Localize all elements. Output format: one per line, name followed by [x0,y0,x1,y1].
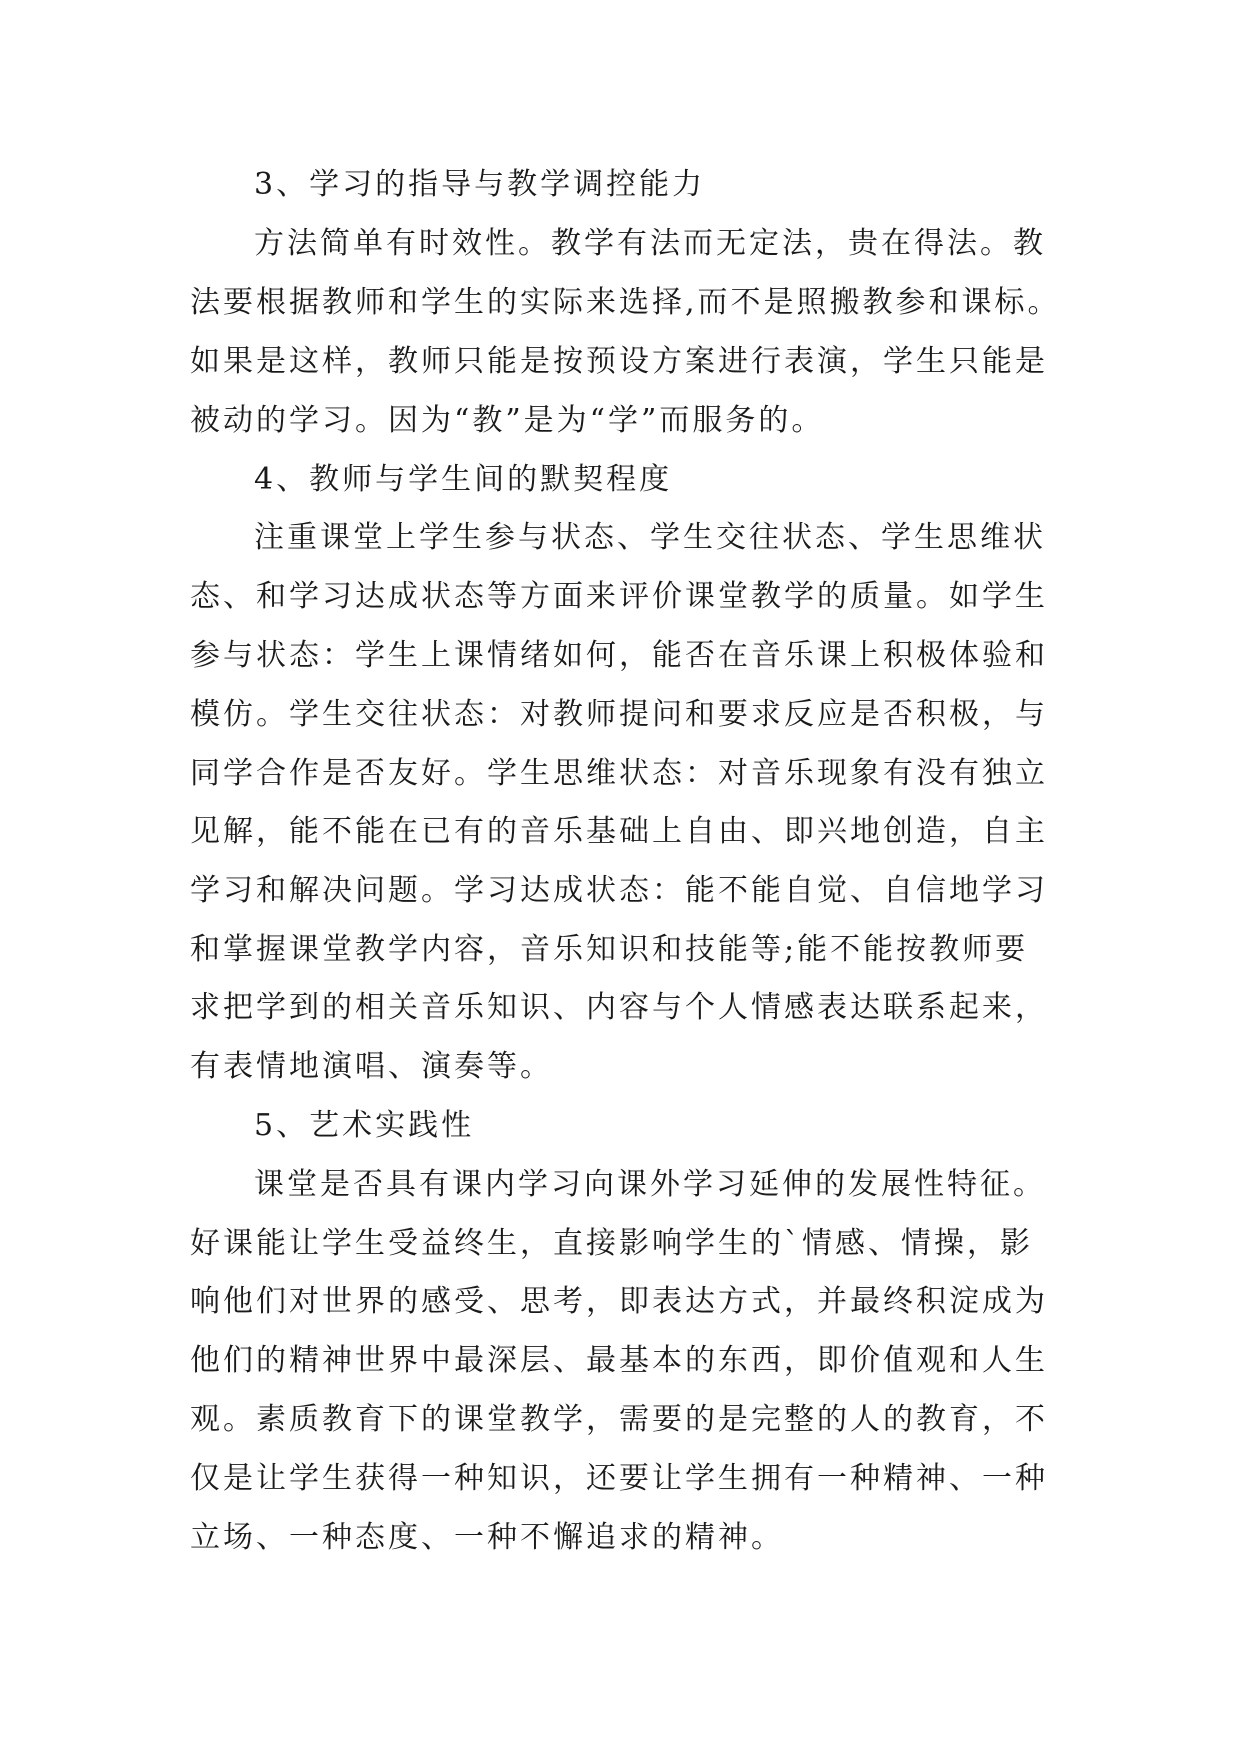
paragraph-line: 立场、一种态度、一种不懈追求的精神。 [190,1520,784,1555]
paragraph-line: 观。素质教育下的课堂教学，需要的是完整的人的教育，不 [190,1402,1048,1437]
paragraph-line: 响他们对世界的感受、思考，即表达方式，并最终积淀成为 [190,1284,1048,1319]
paragraph-line: 态、和学习达成状态等方面来评价课堂教学的质量。如学生 [190,579,1048,614]
paragraph-line: 同学合作是否友好。学生思维状态：对音乐现象有没有独立 [190,756,1048,791]
paragraph-line: 如果是这样，教师只能是按预设方案进行表演，学生只能是 [190,344,1048,379]
paragraph-line: 注重课堂上学生参与状态、学生交往状态、学生思维状 [254,520,1046,555]
section-heading-4: 4、教师与学生间的默契程度 [254,462,673,497]
paragraph-line: 见解，能不能在已有的音乐基础上自由、即兴地创造，自主 [190,814,1048,849]
paragraph-line: 方法简单有时效性。教学有法而无定法，贵在得法。教 [254,226,1046,261]
paragraph-line: 求把学到的相关音乐知识、内容与个人情感表达联系起来， [190,990,1048,1025]
paragraph-line: 仅是让学生获得一种知识，还要让学生拥有一种精神、一种 [190,1461,1048,1496]
paragraph-line: 有表情地演唱、演奏等。 [190,1049,553,1084]
paragraph-line: 模仿。学生交往状态：对教师提问和要求反应是否积极，与 [190,697,1048,732]
paragraph-line: 法要根据教师和学生的实际来选择,而不是照搬教参和课标。 [190,285,1061,320]
paragraph-line: 学习和解决问题。学习达成状态：能不能自觉、自信地学习 [190,873,1048,908]
paragraph-line: 好课能让学生受益终生，直接影响学生的`情感、情操，影 [190,1226,1033,1261]
section-heading-3: 3、学习的指导与教学调控能力 [254,167,706,202]
paragraph-line: 和掌握课堂教学内容，音乐知识和技能等;能不能按教师要 [190,932,1029,967]
paragraph-line: 他们的精神世界中最深层、最基本的东西，即价值观和人生 [190,1343,1048,1378]
paragraph-line: 参与状态：学生上课情绪如何，能否在音乐课上积极体验和 [190,638,1048,673]
paragraph-line: 被动的学习。因为“教”是为“学”而服务的。 [190,403,825,438]
paragraph-line: 课堂是否具有课内学习向课外学习延伸的发展性特征。 [254,1167,1046,1202]
section-heading-5: 5、艺术实践性 [254,1108,475,1143]
